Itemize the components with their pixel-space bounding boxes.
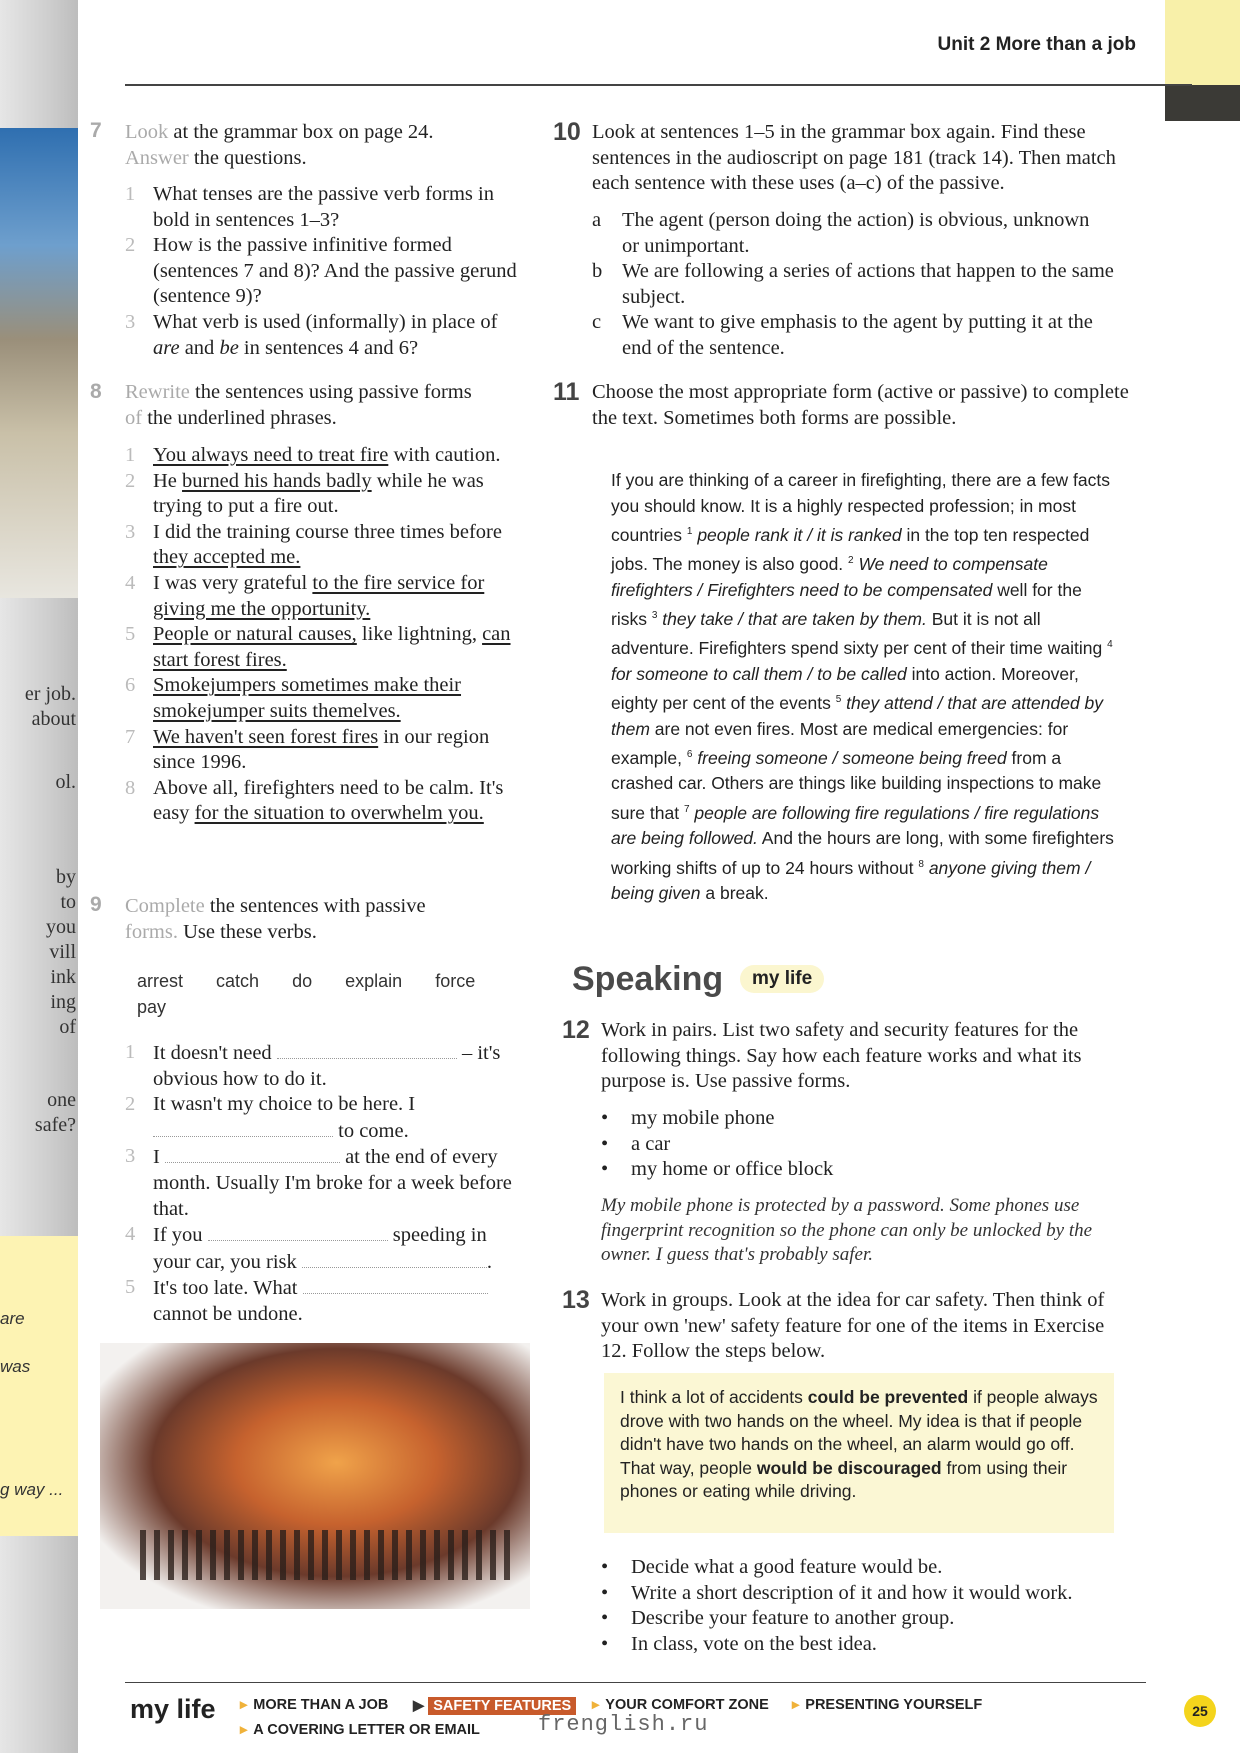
gutter-text: ol.	[55, 771, 76, 793]
page-number: 25	[1184, 1695, 1216, 1727]
exercise-12-instruction: Work in pairs. List two safety and security features for the following things. Say how each feature works and what its purpose is. Use passive forms.	[601, 1019, 1082, 1093]
arrow-icon: ▸	[592, 1697, 600, 1713]
example-idea-text: I think a lot of accidents could be prevented if people always drove with two hands on the wheel. My idea is that if people didn't have two hands on the wheel, an alarm would go off. That way, people would be discouraged from using their phones or eating while driving.	[620, 1387, 1098, 1501]
footer-nav-more-than-a-job[interactable]: ▸ MORE THAN A JOB	[240, 1697, 389, 1713]
exercise-number: 13	[562, 1286, 590, 1314]
list-item: 4 If you speeding in your car, you risk .	[125, 1223, 493, 1273]
list-item: 2 It wasn't my choice to be here. I to come.	[125, 1093, 416, 1142]
answer-blank[interactable]	[208, 1222, 388, 1241]
footer-nav-presenting-yourself[interactable]: ▸ PRESENTING YOURSELF	[792, 1697, 983, 1713]
list-item: 6 Smokejumpers sometimes make their smokejumper suits themelves.	[125, 674, 462, 722]
bullet-item: • In class, vote on the best idea.	[601, 1632, 1146, 1658]
section-heading-speaking: Speaking	[572, 960, 724, 998]
list-item: 4 I was very grateful to the fire service for giving me the opportunity.	[125, 571, 485, 620]
gutter-text: one safe?	[34, 1089, 76, 1136]
answer-blank[interactable]	[153, 1118, 333, 1137]
exercise-number: 12	[562, 1016, 590, 1044]
gutter-text: by to you vill ink ing of	[46, 866, 76, 1038]
exercise-13-instruction: Work in groups. Look at the idea for car safety. Then think of your own 'new' safety feature for one of the items in Exercise 12. Follow the steps below.	[601, 1289, 1105, 1363]
exercise-10-instruction: Look at sentences 1–5 in the grammar box again. Find these sentences in the audioscript on page 181 (track 14). Then match each sentence with these uses (a–c) of the passive.	[592, 121, 1116, 195]
answer-blank[interactable]	[277, 1040, 457, 1059]
exercise-9-instruction: Complete the sentences with passive forms. Use these verbs.	[125, 895, 426, 943]
gutter-text: was	[0, 1357, 31, 1376]
answer-blank[interactable]	[302, 1249, 487, 1268]
list-item: 2 He burned his hands badly while he was trying to put a fire out.	[125, 469, 484, 518]
watermark: frenglish.ru	[538, 1712, 709, 1737]
tree-silhouettes	[140, 1530, 510, 1580]
reading-text: If you are thinking of a career in firefighting, there are a few facts you should know. It is a highly respected profession; in most countries $^1$ people rank it / it is ranked in the top ten respected jobs. The money is also good. $^2$ We need to compensate firefighters / Firefighters need to be compensated well for the risks $^3$ they take / that are taken by them. But it is not all adventure. Firefighters spend sixty per cent of their time waiting $^4$ for someone to call them / to be called into action. Moreover, eighty per cent of the events $^5$ they attend / that are attended by them are not even fires. Most are medical emergencies: for example, $^6$ freeing someone / someone being freed from a crashed car. Others are things like building inspections to make sure that $^7$ people are following fire regulations / fire regulations are being followed. And the hours are long, with some firefighters working shifts of up to 24 hours without $^8$ anyone giving them / being given a break.	[611, 470, 1114, 904]
example-answer: My mobile phone is protected by a password. Some phones use fingerprint recognition so the phone can only be unlocked by the owner. I guess that's probably safer.	[601, 1195, 1093, 1265]
verb: do	[292, 971, 313, 991]
exercise-7-instruction: Look at the grammar box on page 24. Answer the questions.	[125, 121, 434, 169]
bullet-item: • a car	[601, 1132, 1121, 1158]
arrow-icon: ▶	[413, 1698, 429, 1714]
exercise-number: 9	[90, 893, 102, 916]
bullet-item: • my mobile phone	[601, 1106, 1121, 1132]
unit-title: Unit 2 More than a job	[937, 34, 1136, 55]
list-item: 7 We haven't seen forest fires in our region since 1996.	[125, 725, 490, 774]
footer-nav-safety-features[interactable]: ▶ SAFETY FEATURES	[413, 1697, 576, 1715]
footer-my-life-label: my life	[130, 1694, 216, 1724]
exercise-number: 7	[90, 119, 102, 142]
list-item: 5 People or natural causes, like lightning, can start forest fires.	[125, 623, 511, 671]
arrow-icon: ▸	[240, 1722, 248, 1738]
list-item: 3 What verb is used (informally) in place of are and be in sentences 4 and 6?	[125, 310, 498, 359]
list-item: b We are following a series of actions that happen to the same subject.	[592, 260, 1114, 308]
verb: force	[435, 971, 476, 991]
bullet-item: • Decide what a good feature would be.	[601, 1555, 1146, 1581]
answer-blank[interactable]	[303, 1275, 488, 1294]
gutter-photo	[0, 128, 78, 598]
corner-tab-yellow	[1165, 0, 1240, 85]
list-item: 2 How is the passive infinitive formed (sentences 7 and 8)? And the passive gerund (sentence 9)?	[125, 234, 517, 308]
my-life-tag: my life	[740, 965, 824, 993]
exercise-number: 10	[553, 118, 581, 146]
arrow-icon: ▸	[240, 1697, 248, 1713]
bullet-item: • my home or office block	[601, 1157, 1121, 1183]
list-item: 3 I at the end of every month. Usually I'm broke for a week before that.	[125, 1145, 512, 1220]
bullet-item: • Write a short description of it and how it would work.	[601, 1581, 1146, 1607]
verb: explain	[345, 971, 403, 991]
list-item: 1 It doesn't need – it's obvious how to do it.	[125, 1041, 501, 1090]
exercise-8-list	[125, 443, 535, 827]
list-item: a The agent (person doing the action) is obvious, unknown or unimportant.	[592, 209, 1090, 257]
exercise-number: 8	[90, 380, 102, 403]
arrow-icon: ▸	[792, 1697, 800, 1713]
list-item: 5 It's too late. What cannot be undone.	[125, 1275, 535, 1327]
verb: pay	[137, 997, 167, 1017]
list-item: 3 I did the training course three times before they accepted me.	[125, 520, 502, 569]
footer-rule	[125, 1682, 1146, 1683]
exercise-13-bullets	[601, 1555, 1146, 1657]
gutter-text: are	[0, 1309, 25, 1328]
bullet-item: • Describe your feature to another group.	[601, 1606, 1146, 1632]
exercise-11-instruction: Choose the most appropriate form (active or passive) to complete the text. Sometimes both forms are possible.	[592, 381, 1129, 429]
footer-nav-your-comfort-zone[interactable]: ▸ YOUR COMFORT ZONE	[592, 1697, 769, 1713]
exercise-12-bullets	[601, 1106, 1121, 1183]
list-item: 1 What tenses are the passive verb forms in bold in sentences 1–3?	[125, 183, 494, 231]
list-item: 8 Above all, firefighters need to be calm. It's easy for the situation to overwhelm you.	[125, 776, 504, 825]
list-item: c We want to give emphasis to the agent by putting it at the end of the sentence.	[592, 311, 1093, 359]
list-item: 1 You always need to treat fire with caution.	[125, 444, 501, 466]
footer-nav-covering-letter[interactable]: ▸ A COVERING LETTER OR EMAIL	[240, 1722, 480, 1738]
verb-box	[137, 968, 527, 1020]
exercise-number: 11	[553, 378, 580, 406]
gutter-text: g way ...	[0, 1480, 64, 1499]
exercise-7-list	[125, 182, 525, 361]
gutter-text: er job. about	[24, 683, 76, 730]
exercise-10-list	[592, 208, 1132, 362]
exercise-9-list	[125, 1040, 535, 1328]
header-rule	[125, 84, 1192, 86]
corner-tab-dark	[1165, 85, 1240, 121]
verb: arrest	[137, 971, 184, 991]
answer-blank[interactable]	[165, 1144, 340, 1163]
exercise-8-instruction: Rewrite the sentences using passive forms of the underlined phrases.	[125, 381, 472, 429]
verb: catch	[216, 971, 260, 991]
